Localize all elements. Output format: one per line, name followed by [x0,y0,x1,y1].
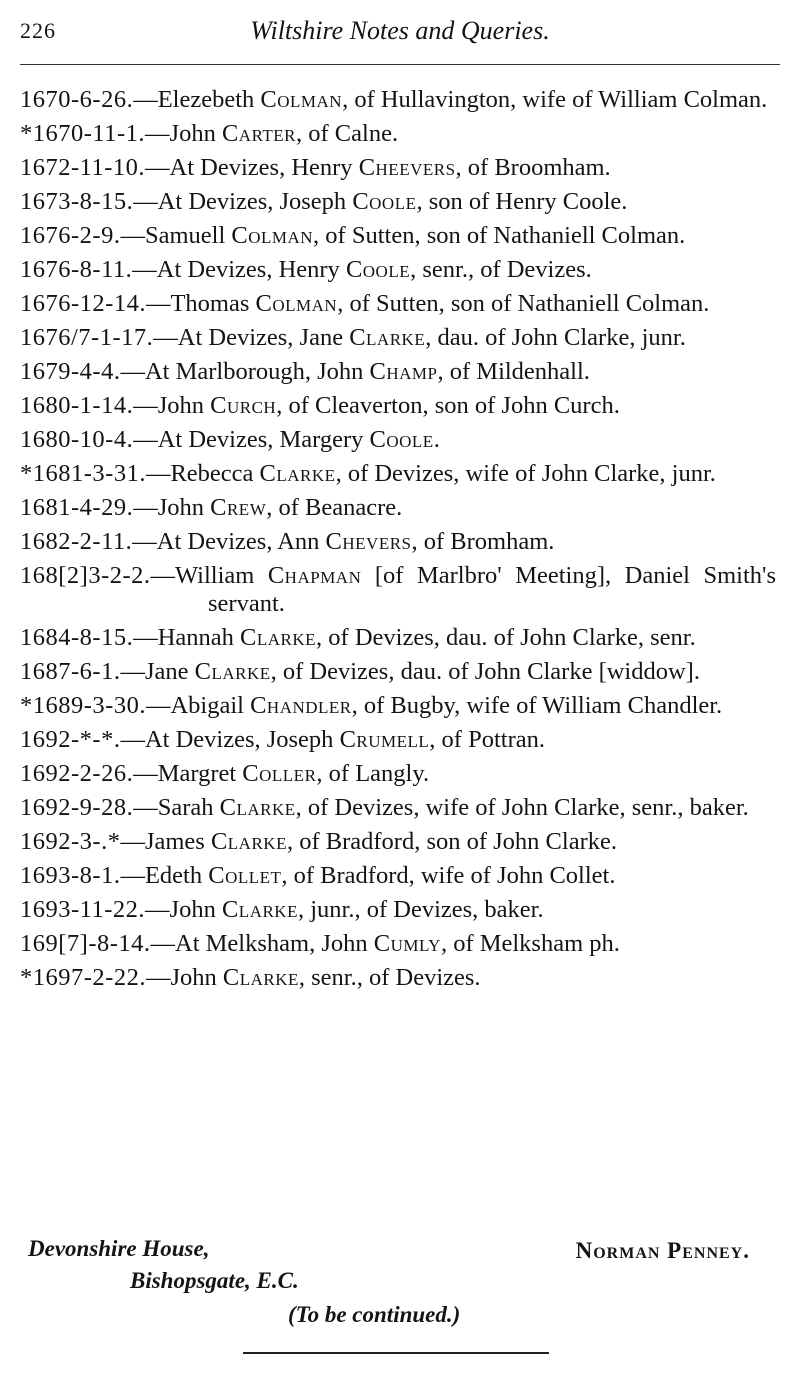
entry-date: 1679-4-4. [20,358,121,385]
entry-item [20,222,776,250]
entry-text: —Jane [120,658,195,685]
entry-date: *1697-2-22. [20,964,146,991]
entry-item [20,460,776,488]
entry-item [20,256,776,284]
entry-text: , of Devizes, wife of John Clarke, junr. [335,460,716,487]
entry-item [20,862,776,890]
entry-item [20,188,776,216]
entry-text: —John [133,494,211,521]
entry-date: 1681-4-29. [20,494,134,521]
entry-surname: Clarke [210,828,287,855]
entry-date: 1692-9-28. [20,794,134,821]
entry-date: 1692-2-26. [20,760,134,787]
entry-surname: Coller [242,760,317,787]
entry-date: 1673-8-15. [20,188,134,215]
entry-text: , senr., of Devizes. [298,964,481,991]
entry-surname: Clarke [259,460,336,487]
entry-text: , of Langly. [316,760,430,787]
entry-surname: Clarke [219,794,296,821]
entry-text: —Margret [133,760,243,787]
entry-text: —Thomas [145,290,256,317]
entry-text: . [433,426,440,453]
entry-item [20,358,776,386]
entry-text: —At Devizes, Henry [132,256,346,283]
running-title: Wiltshire Notes and Queries. [250,16,550,45]
entry-text: —At Devizes, Jane [153,324,350,351]
entry-text: , dau. of John Clarke, junr. [425,324,686,351]
entry-text: [of Marlbro' Meeting], Daniel Smith's servant. [208,562,776,617]
entry-item [20,760,776,788]
entry-item [20,392,776,420]
entry-text: , of Bugby, wife of William Chandler. [351,692,723,719]
entry-date: *1681-3-31. [20,460,146,487]
entry-item [20,658,776,686]
entry-text: , junr., of Devizes, baker. [297,896,544,923]
entry-text: , of Bradford, wife of John Collet. [281,862,616,889]
entry-date: 1684-8-15. [20,624,134,651]
entry-text: , of Devizes, wife of John Clarke, senr., baker. [295,794,749,821]
entry-surname: Champ [369,358,438,385]
entry-surname: Curch [210,392,277,419]
entry-item [20,692,776,720]
address-line-2: Bishopsgate, E.C. [130,1268,299,1293]
entry-surname: Collet [208,862,282,889]
entry-item [20,624,776,652]
entry-text: —At Devizes, Joseph [120,726,340,753]
address-line-1: Devonshire House, [28,1236,210,1261]
entry-date: *1670-11-1. [20,120,146,147]
entry-date: 1676/7-1-17. [20,324,154,351]
entry-text: —At Marlborough, John [120,358,370,385]
entry-text: —At Devizes, Margery [133,426,370,453]
entry-surname: Colman [255,290,338,317]
entry-date: *1689-3-30. [20,692,146,719]
entries-list [20,86,776,998]
entry-date: 1676-2-9. [20,222,121,249]
entry-text: —John [145,964,223,991]
entry-item [20,726,776,754]
entry-surname: Colman [231,222,314,249]
entry-text: —At Devizes, Henry [145,154,359,181]
entry-text: , of Cleaverton, son of John Curch. [276,392,620,419]
entry-text: , of Pottran. [429,726,545,753]
entry-text: —William [150,562,268,589]
entry-text: —John [145,896,222,923]
entry-surname: Carter [221,120,297,147]
entry-date: 1670-6-26. [20,86,134,113]
entry-text: —Edeth [120,862,209,889]
entry-text: —John [133,392,211,419]
entry-text: , of Hullavington, wife of William Colman. [342,86,768,113]
entry-surname: Crew [210,494,267,521]
entry-surname: Crumell [339,726,430,753]
entry-surname: Coole [345,256,411,283]
entry-text: —Elezebeth [133,86,261,113]
entry-surname: Chapman [267,562,362,589]
entry-text: —Samuell [120,222,232,249]
entry-text: , of Beanacre. [266,494,403,521]
entry-item [20,562,776,618]
entry-item [20,426,776,454]
entry-text: —James [120,828,211,855]
entry-surname: Coole [369,426,434,453]
continued-note: (To be continued.) [288,1302,461,1327]
entry-surname: Clarke [222,964,299,991]
entry-item [20,828,776,856]
entry-text: , of Bromham. [411,528,555,555]
entry-item [20,528,776,556]
entry-surname: Cheevers [358,154,456,181]
entry-item [20,324,776,352]
entry-text: —Abigail [145,692,251,719]
entry-text: —At Devizes, Ann [132,528,326,555]
entry-text: , of Sutten, son of Nathaniell Colman. [337,290,710,317]
entry-date: 1693-11-22. [20,896,146,923]
page-header [20,14,780,54]
entry-text: , of Broomham. [455,154,611,181]
entry-date: 1672-11-10. [20,154,146,181]
entry-item [20,86,776,114]
entry-text: —John [145,120,222,147]
entry-text: , of Devizes, dau. of John Clarke [widdow]. [270,658,700,685]
entry-item [20,896,776,924]
entry-text: —At Devizes, Joseph [133,188,353,215]
entry-text: —Rebecca [145,460,260,487]
entry-text: , of Melksham ph. [440,930,620,957]
entry-date: 1687-6-1. [20,658,121,685]
entry-item [20,494,776,522]
entry-surname: Coole [352,188,417,215]
entry-text: —Sarah [133,794,220,821]
entry-text: , of Calne. [296,120,399,147]
entry-date: 1680-1-14. [20,392,134,419]
entry-date: 1676-12-14. [20,290,146,317]
page-number: 226 [20,18,56,43]
entry-text: , of Devizes, dau. of John Clarke, senr. [316,624,696,651]
footer-rule [243,1352,549,1354]
entry-surname: Colman [260,86,343,113]
entry-item [20,154,776,182]
author-name: Norman Penney. [575,1238,750,1263]
entry-date: 169[7]-8-14. [20,930,151,957]
entry-item [20,794,776,822]
entry-surname: Chandler [250,692,352,719]
entry-text: , senr., of Devizes. [410,256,592,283]
entry-date: 1682-2-11. [20,528,133,555]
entry-item [20,290,776,318]
entry-text: —At Melksham, John [150,930,374,957]
entry-item [20,120,776,148]
entry-date: 1676-8-11. [20,256,133,283]
entry-surname: Clarke [349,324,426,351]
entry-surname: Cumly [373,930,441,957]
signature-block [20,1236,780,1336]
entry-date: 1692-3-.* [20,828,121,855]
entry-date: 1693-8-1. [20,862,121,889]
entry-surname: Clarke [194,658,271,685]
header-rule [20,64,780,65]
entry-text: , of Bradford, son of John Clarke. [286,828,617,855]
entry-surname: Clarke [240,624,317,651]
entry-text: , son of Henry Coole. [416,188,628,215]
entry-date: 1680-10-4. [20,426,134,453]
entry-date: 168[2]3-2-2. [20,562,151,589]
entry-text: , of Sutten, son of Nathaniell Colman. [313,222,686,249]
entry-date: 1692-*-*. [20,726,121,753]
entry-text: —Hannah [133,624,241,651]
entry-item [20,930,776,958]
entry-item [20,964,776,992]
entry-text: , of Mildenhall. [437,358,590,385]
entry-surname: Clarke [221,896,298,923]
entry-surname: Chevers [325,528,412,555]
